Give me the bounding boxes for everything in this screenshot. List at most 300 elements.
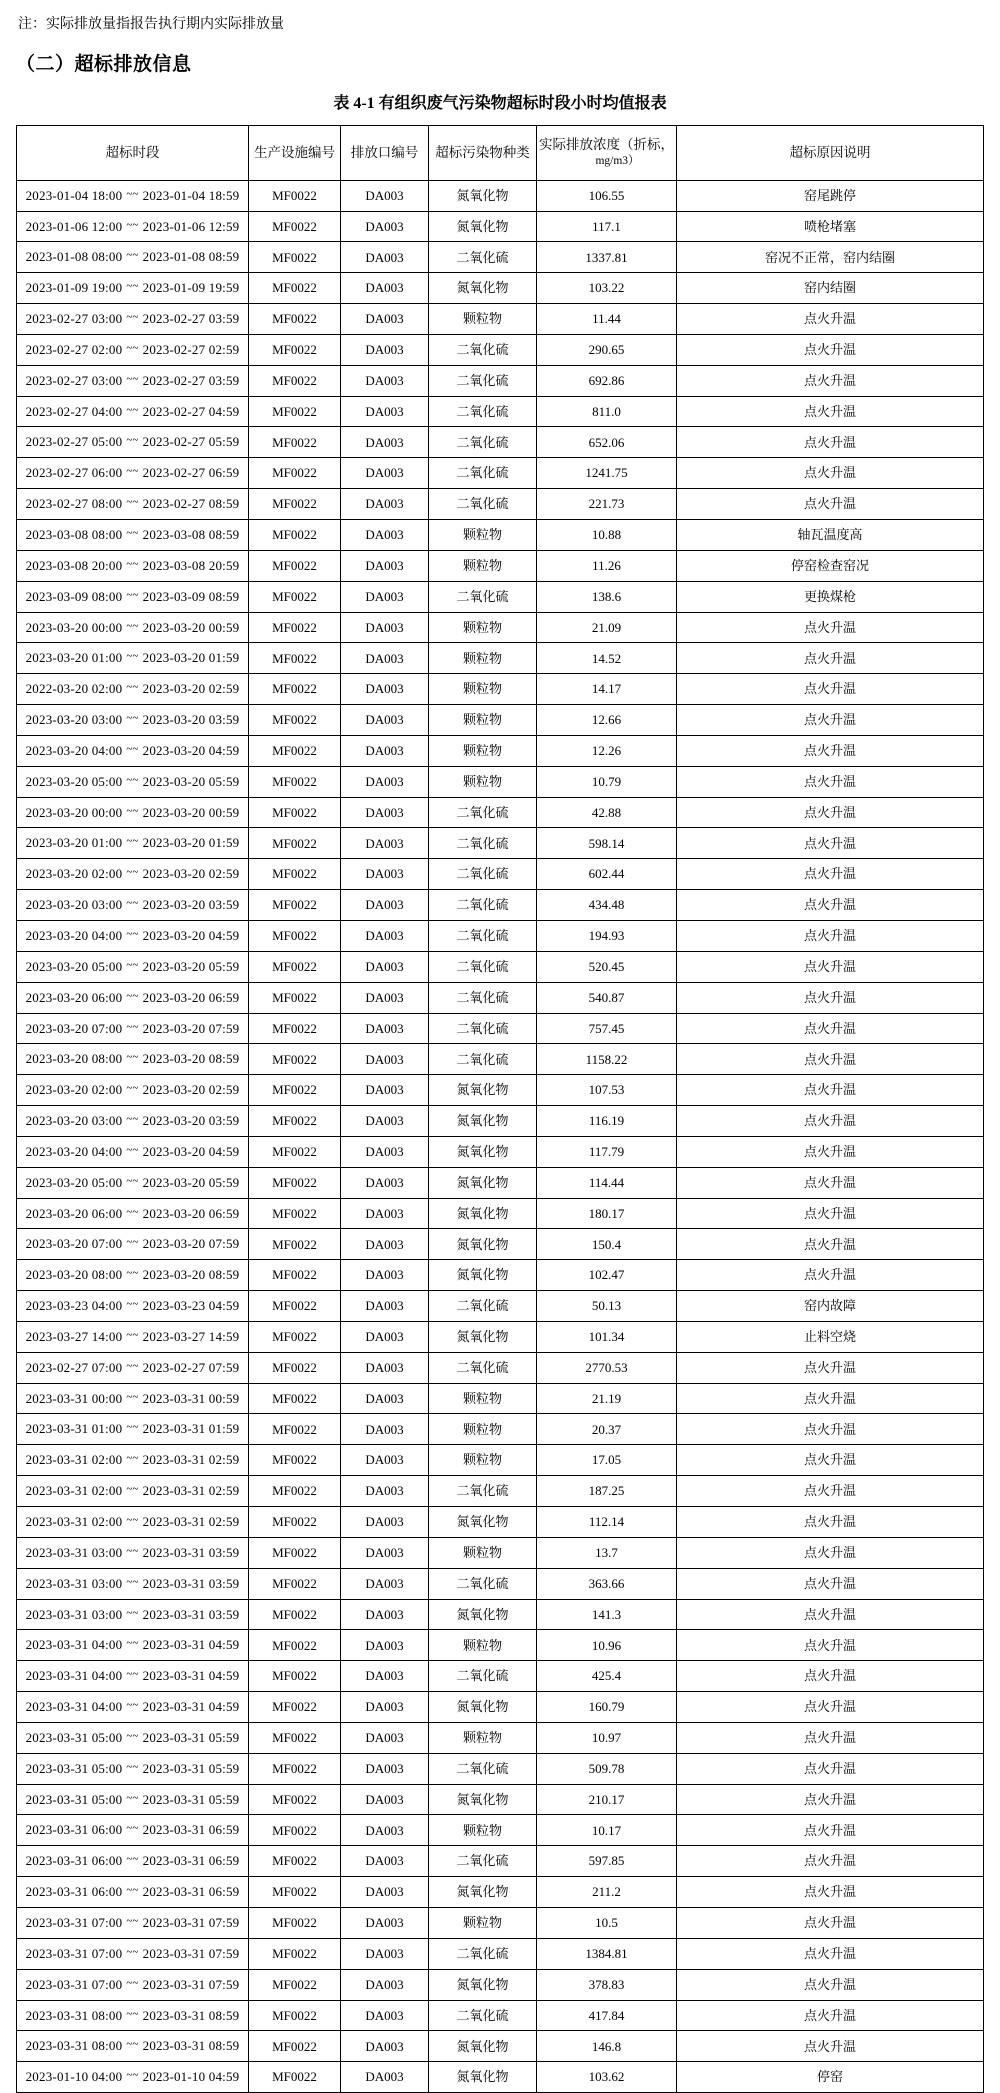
cell-pollutant: 氮氧化物: [429, 1969, 537, 2000]
cell-period: [17, 550, 249, 581]
cell-period: [17, 1198, 249, 1229]
period-start: 2023-03-20 03:00: [25, 897, 123, 913]
cell-pollutant: 颗粒物: [429, 643, 537, 674]
period-start: 2023-03-31 07:00: [25, 1914, 123, 1930]
cell-concentration: 13.7: [537, 1537, 677, 1568]
table-row: [17, 1075, 984, 1106]
cell-concentration: 692.86: [537, 365, 677, 396]
cell-reason: 点火升温: [677, 1938, 984, 1969]
range-separator-icon: ~~: [126, 1514, 139, 1527]
cell-outlet: DA003: [341, 674, 429, 705]
table-row: [17, 2031, 984, 2062]
cell-facility: MF0022: [249, 2031, 341, 2062]
period-end: 2023-03-31 07:59: [142, 1914, 240, 1930]
cell-pollutant: 颗粒物: [429, 1445, 537, 1476]
column-header-reason: 超标原因说明: [677, 126, 984, 181]
cell-reason: 点火升温: [677, 612, 984, 643]
cell-outlet: DA003: [341, 920, 429, 951]
cell-facility: MF0022: [249, 1938, 341, 1969]
table-row: [17, 520, 984, 551]
cell-period: [17, 365, 249, 396]
range-separator-icon: ~~: [126, 496, 139, 509]
period-end: 2023-03-20 05:59: [142, 773, 240, 789]
period-end: 2023-03-31 04:59: [142, 1637, 240, 1653]
period-end: 2023-03-20 03:59: [142, 897, 240, 913]
cell-concentration: 42.88: [537, 797, 677, 828]
cell-period: [17, 334, 249, 365]
range-separator-icon: ~~: [126, 1328, 139, 1341]
cell-reason: 点火升温: [677, 304, 984, 335]
period-start: 2023-03-20 05:00: [25, 1174, 123, 1190]
cell-concentration: 210.17: [537, 1784, 677, 1815]
cell-outlet: DA003: [341, 1136, 429, 1167]
period-end: 2023-02-27 04:59: [142, 403, 240, 419]
cell-concentration: 14.52: [537, 643, 677, 674]
cell-outlet: DA003: [341, 1044, 429, 1075]
period-start: 2023-03-08 08:00: [25, 527, 123, 543]
table-row: [17, 396, 984, 427]
table-row: [17, 859, 984, 890]
cell-period: [17, 1568, 249, 1599]
cell-reason: 点火升温: [677, 1476, 984, 1507]
cell-concentration: 363.66: [537, 1568, 677, 1599]
period-end: 2023-03-31 04:59: [142, 1699, 240, 1715]
cell-reason: 点火升温: [677, 1507, 984, 1538]
cell-outlet: DA003: [341, 859, 429, 890]
cell-pollutant: 颗粒物: [429, 1537, 537, 1568]
cell-pollutant: 二氧化硫: [429, 2000, 537, 2031]
period-end: 2023-02-27 06:59: [142, 465, 240, 481]
cell-outlet: DA003: [341, 242, 429, 273]
cell-outlet: DA003: [341, 550, 429, 581]
concentration-unit: mg/m3）: [595, 155, 640, 168]
cell-facility: MF0022: [249, 1692, 341, 1723]
cell-reason: 喷枪堵塞: [677, 211, 984, 242]
cell-reason: 点火升温: [677, 365, 984, 396]
cell-concentration: 10.79: [537, 766, 677, 797]
range-separator-icon: ~~: [126, 249, 139, 262]
section-title: （二）超标排放信息: [16, 54, 192, 75]
period-end: 2023-03-31 00:59: [142, 1390, 240, 1406]
table-row: [17, 1846, 984, 1877]
cell-period: [17, 1907, 249, 1938]
cell-concentration: 598.14: [537, 828, 677, 859]
cell-facility: MF0022: [249, 2062, 341, 2093]
period-start: 2023-03-31 02:00: [25, 1483, 123, 1499]
cell-pollutant: 二氧化硫: [429, 1661, 537, 1692]
cell-period: [17, 1877, 249, 1908]
cell-facility: MF0022: [249, 1136, 341, 1167]
cell-outlet: DA003: [341, 1630, 429, 1661]
period-end: 2023-03-31 07:59: [142, 1945, 240, 1961]
table-row: [17, 982, 984, 1013]
period-start: 2023-03-20 02:00: [25, 1082, 123, 1098]
range-separator-icon: ~~: [126, 1143, 139, 1156]
period-end: 2023-03-31 04:59: [142, 1668, 240, 1684]
cell-concentration: 602.44: [537, 859, 677, 890]
table-row: [17, 1599, 984, 1630]
cell-pollutant: 氮氧化物: [429, 1877, 537, 1908]
cell-pollutant: 氮氧化物: [429, 1229, 537, 1260]
cell-reason: 点火升温: [677, 1260, 984, 1291]
cell-pollutant: 颗粒物: [429, 705, 537, 736]
cell-pollutant: 氮氧化物: [429, 1784, 537, 1815]
cell-reason: 点火升温: [677, 797, 984, 828]
cell-concentration: 434.48: [537, 890, 677, 921]
exceedance-table: [16, 125, 984, 2093]
cell-pollutant: 二氧化硫: [429, 982, 537, 1013]
cell-pollutant: 二氧化硫: [429, 489, 537, 520]
table-row: [17, 612, 984, 643]
cell-period: [17, 1938, 249, 1969]
cell-reason: 点火升温: [677, 1722, 984, 1753]
cell-outlet: DA003: [341, 735, 429, 766]
period-end: 2023-01-10 04:59: [142, 2069, 240, 2085]
period-end: 2023-03-20 07:59: [142, 1236, 240, 1252]
range-separator-icon: ~~: [126, 1359, 139, 1372]
cell-facility: MF0022: [249, 920, 341, 951]
cell-concentration: 652.06: [537, 427, 677, 458]
cell-concentration: 160.79: [537, 1692, 677, 1723]
cell-facility: MF0022: [249, 427, 341, 458]
range-separator-icon: ~~: [126, 1174, 139, 1187]
cell-facility: MF0022: [249, 1260, 341, 1291]
table-row: [17, 1630, 984, 1661]
period-end: 2023-03-20 05:59: [142, 958, 240, 974]
cell-outlet: DA003: [341, 1846, 429, 1877]
cell-facility: MF0022: [249, 797, 341, 828]
range-separator-icon: ~~: [126, 1822, 139, 1835]
table-row: [17, 365, 984, 396]
period-end: 2023-03-31 06:59: [142, 1822, 240, 1838]
table-row: [17, 1291, 984, 1322]
table-row: [17, 1938, 984, 1969]
cell-facility: MF0022: [249, 1106, 341, 1137]
table-row: [17, 1753, 984, 1784]
cell-reason: 点火升温: [677, 1445, 984, 1476]
range-separator-icon: ~~: [126, 1421, 139, 1434]
cell-period: [17, 828, 249, 859]
cell-facility: MF0022: [249, 304, 341, 335]
cell-reason: 点火升温: [677, 1815, 984, 1846]
range-separator-icon: ~~: [126, 341, 139, 354]
cell-reason: 点火升温: [677, 890, 984, 921]
period-start: 2022-03-20 02:00: [25, 681, 123, 697]
period-start: 2023-03-31 05:00: [25, 1791, 123, 1807]
range-separator-icon: ~~: [126, 1791, 139, 1804]
cell-outlet: DA003: [341, 1599, 429, 1630]
cell-period: [17, 1630, 249, 1661]
period-end: 2023-03-31 06:59: [142, 1853, 240, 1869]
range-separator-icon: ~~: [126, 218, 139, 231]
period-start: 2023-01-04 18:00: [25, 187, 123, 203]
cell-reason: 点火升温: [677, 1630, 984, 1661]
range-separator-icon: ~~: [126, 1760, 139, 1773]
cell-reason: 点火升温: [677, 1013, 984, 1044]
cell-outlet: DA003: [341, 1753, 429, 1784]
cell-facility: MF0022: [249, 1599, 341, 1630]
cell-pollutant: 颗粒物: [429, 1383, 537, 1414]
cell-facility: MF0022: [249, 1846, 341, 1877]
cell-facility: MF0022: [249, 1815, 341, 1846]
cell-outlet: DA003: [341, 427, 429, 458]
cell-outlet: DA003: [341, 1414, 429, 1445]
period-end: 2023-03-20 00:59: [142, 619, 240, 635]
cell-outlet: DA003: [341, 1815, 429, 1846]
range-separator-icon: ~~: [126, 1637, 139, 1650]
table-row: [17, 1106, 984, 1137]
period-end: 2023-03-20 04:59: [142, 742, 240, 758]
cell-pollutant: 氮氧化物: [429, 1507, 537, 1538]
range-separator-icon: ~~: [126, 804, 139, 817]
cell-concentration: 106.55: [537, 180, 677, 211]
cell-facility: MF0022: [249, 1044, 341, 1075]
cell-period: [17, 735, 249, 766]
cell-facility: MF0022: [249, 365, 341, 396]
cell-period: [17, 1075, 249, 1106]
cell-concentration: 187.25: [537, 1476, 677, 1507]
period-end: 2023-03-08 20:59: [142, 557, 240, 573]
period-end: 2023-01-09 19:59: [142, 280, 240, 296]
range-separator-icon: ~~: [126, 1205, 139, 1218]
cell-period: [17, 1106, 249, 1137]
cell-period: [17, 1692, 249, 1723]
cell-facility: MF0022: [249, 766, 341, 797]
cell-period: [17, 1013, 249, 1044]
cell-reason: 点火升温: [677, 1414, 984, 1445]
cell-reason: 窑内故障: [677, 1291, 984, 1322]
cell-period: [17, 1260, 249, 1291]
period-end: 2023-03-27 14:59: [142, 1328, 240, 1344]
cell-concentration: 10.17: [537, 1815, 677, 1846]
table-row: [17, 828, 984, 859]
cell-outlet: DA003: [341, 2000, 429, 2031]
cell-outlet: DA003: [341, 1013, 429, 1044]
range-separator-icon: ~~: [126, 588, 139, 601]
table-header-row: [17, 126, 984, 181]
period-end: 2023-03-31 05:59: [142, 1791, 240, 1807]
table-row: [17, 581, 984, 612]
period-end: 2023-02-27 05:59: [142, 434, 240, 450]
cell-concentration: 12.26: [537, 735, 677, 766]
cell-pollutant: 二氧化硫: [429, 1352, 537, 1383]
cell-outlet: DA003: [341, 1352, 429, 1383]
table-row: [17, 489, 984, 520]
period-start: 2023-03-20 05:00: [25, 773, 123, 789]
cell-concentration: 10.96: [537, 1630, 677, 1661]
table-row: [17, 1136, 984, 1167]
cell-reason: 点火升温: [677, 458, 984, 489]
cell-facility: MF0022: [249, 1969, 341, 2000]
cell-concentration: 21.19: [537, 1383, 677, 1414]
cell-period: [17, 2000, 249, 2031]
cell-facility: MF0022: [249, 1661, 341, 1692]
period-start: 2023-03-31 07:00: [25, 1945, 123, 1961]
cell-concentration: 141.3: [537, 1599, 677, 1630]
cell-facility: MF0022: [249, 1013, 341, 1044]
cell-facility: MF0022: [249, 1445, 341, 1476]
period-end: 2023-03-20 00:59: [142, 804, 240, 820]
cell-period: [17, 797, 249, 828]
cell-facility: MF0022: [249, 1568, 341, 1599]
cell-period: [17, 1537, 249, 1568]
period-start: 2023-03-31 00:00: [25, 1390, 123, 1406]
cell-reason: 点火升温: [677, 334, 984, 365]
range-separator-icon: ~~: [126, 1267, 139, 1280]
period-start: 2023-03-31 04:00: [25, 1668, 123, 1684]
cell-period: [17, 1414, 249, 1445]
cell-facility: MF0022: [249, 1167, 341, 1198]
cell-outlet: DA003: [341, 643, 429, 674]
period-end: 2023-03-20 01:59: [142, 650, 240, 666]
table-row: [17, 1445, 984, 1476]
period-end: 2023-03-31 08:59: [142, 2038, 240, 2054]
period-start: 2023-03-20 06:00: [25, 1205, 123, 1221]
cell-concentration: 221.73: [537, 489, 677, 520]
cell-outlet: DA003: [341, 1938, 429, 1969]
cell-reason: 点火升温: [677, 1568, 984, 1599]
cell-reason: 点火升温: [677, 920, 984, 951]
cell-outlet: DA003: [341, 766, 429, 797]
cell-facility: MF0022: [249, 2000, 341, 2031]
range-separator-icon: ~~: [126, 1113, 139, 1126]
cell-outlet: DA003: [341, 304, 429, 335]
cell-concentration: 117.1: [537, 211, 677, 242]
table-row: [17, 643, 984, 674]
cell-facility: MF0022: [249, 1321, 341, 1352]
cell-outlet: DA003: [341, 273, 429, 304]
cell-pollutant: 二氧化硫: [429, 1013, 537, 1044]
cell-pollutant: 二氧化硫: [429, 396, 537, 427]
table-row: [17, 304, 984, 335]
table-row: [17, 242, 984, 273]
cell-reason: 点火升温: [677, 1969, 984, 2000]
period-end: 2023-03-20 05:59: [142, 1174, 240, 1190]
cell-concentration: 597.85: [537, 1846, 677, 1877]
cell-facility: MF0022: [249, 1352, 341, 1383]
range-separator-icon: ~~: [126, 1236, 139, 1249]
cell-pollutant: 颗粒物: [429, 550, 537, 581]
cell-period: [17, 1044, 249, 1075]
cell-period: [17, 1136, 249, 1167]
cell-concentration: 417.84: [537, 2000, 677, 2031]
cell-outlet: DA003: [341, 1167, 429, 1198]
cell-concentration: 11.44: [537, 304, 677, 335]
cell-facility: MF0022: [249, 1630, 341, 1661]
cell-reason: 点火升温: [677, 1753, 984, 1784]
cell-pollutant: 氮氧化物: [429, 1136, 537, 1167]
cell-reason: 点火升温: [677, 1383, 984, 1414]
cell-period: [17, 520, 249, 551]
cell-pollutant: 二氧化硫: [429, 1846, 537, 1877]
cell-pollutant: 二氧化硫: [429, 1753, 537, 1784]
period-end: 2023-03-31 03:59: [142, 1575, 240, 1591]
cell-pollutant: 颗粒物: [429, 1722, 537, 1753]
cell-facility: MF0022: [249, 1784, 341, 1815]
cell-pollutant: 颗粒物: [429, 612, 537, 643]
cell-outlet: DA003: [341, 1383, 429, 1414]
range-separator-icon: ~~: [126, 1452, 139, 1465]
range-separator-icon: ~~: [126, 866, 139, 879]
range-separator-icon: ~~: [126, 1914, 139, 1927]
cell-pollutant: 氮氧化物: [429, 273, 537, 304]
cell-facility: MF0022: [249, 242, 341, 273]
cell-reason: 点火升温: [677, 1352, 984, 1383]
cell-period: [17, 1815, 249, 1846]
period-end: 2023-02-27 02:59: [142, 341, 240, 357]
cell-facility: MF0022: [249, 1075, 341, 1106]
cell-facility: MF0022: [249, 1476, 341, 1507]
cell-reason: 点火升温: [677, 1692, 984, 1723]
period-end: 2023-03-20 08:59: [142, 1051, 240, 1067]
period-end: 2023-03-20 02:59: [142, 681, 240, 697]
table-row: [17, 735, 984, 766]
cell-pollutant: 氮氧化物: [429, 180, 537, 211]
cell-concentration: 211.2: [537, 1877, 677, 1908]
cell-outlet: DA003: [341, 1568, 429, 1599]
cell-concentration: 540.87: [537, 982, 677, 1013]
cell-reason: 更换煤枪: [677, 581, 984, 612]
table-row: [17, 273, 984, 304]
cell-concentration: 425.4: [537, 1661, 677, 1692]
cell-outlet: DA003: [341, 1106, 429, 1137]
cell-outlet: DA003: [341, 458, 429, 489]
cell-concentration: 150.4: [537, 1229, 677, 1260]
cell-period: [17, 180, 249, 211]
cell-period: [17, 1321, 249, 1352]
range-separator-icon: ~~: [126, 1699, 139, 1712]
cell-period: [17, 1383, 249, 1414]
period-start: 2023-01-06 12:00: [25, 218, 123, 234]
cell-period: [17, 2062, 249, 2093]
cell-reason: 点火升温: [677, 766, 984, 797]
table-row: [17, 1722, 984, 1753]
cell-concentration: 112.14: [537, 1507, 677, 1538]
table-row: [17, 1044, 984, 1075]
cell-facility: MF0022: [249, 890, 341, 921]
cell-outlet: DA003: [341, 1476, 429, 1507]
cell-facility: MF0022: [249, 828, 341, 859]
cell-reason: 点火升温: [677, 427, 984, 458]
cell-concentration: 520.45: [537, 951, 677, 982]
period-end: 2023-03-20 03:59: [142, 712, 240, 728]
cell-concentration: 10.97: [537, 1722, 677, 1753]
period-end: 2023-03-20 02:59: [142, 1082, 240, 1098]
table-row: [17, 1692, 984, 1723]
cell-concentration: 103.22: [537, 273, 677, 304]
table-row: [17, 1198, 984, 1229]
cell-pollutant: 氮氧化物: [429, 1167, 537, 1198]
range-separator-icon: ~~: [126, 989, 139, 1002]
period-start: 2023-03-31 04:00: [25, 1637, 123, 1653]
cell-outlet: DA003: [341, 1445, 429, 1476]
period-start: 2023-03-20 04:00: [25, 1143, 123, 1159]
period-start: 2023-03-20 08:00: [25, 1051, 123, 1067]
cell-pollutant: 二氧化硫: [429, 242, 537, 273]
cell-period: [17, 427, 249, 458]
range-separator-icon: ~~: [126, 434, 139, 447]
period-start: 2023-03-31 08:00: [25, 2038, 123, 2054]
cell-facility: MF0022: [249, 180, 341, 211]
cell-period: [17, 982, 249, 1013]
range-separator-icon: ~~: [126, 619, 139, 632]
cell-pollutant: 氮氧化物: [429, 1106, 537, 1137]
period-start: 2023-03-31 07:00: [25, 1976, 123, 1992]
cell-reason: 点火升温: [677, 674, 984, 705]
cell-pollutant: 二氧化硫: [429, 859, 537, 890]
cell-facility: MF0022: [249, 859, 341, 890]
cell-period: [17, 489, 249, 520]
